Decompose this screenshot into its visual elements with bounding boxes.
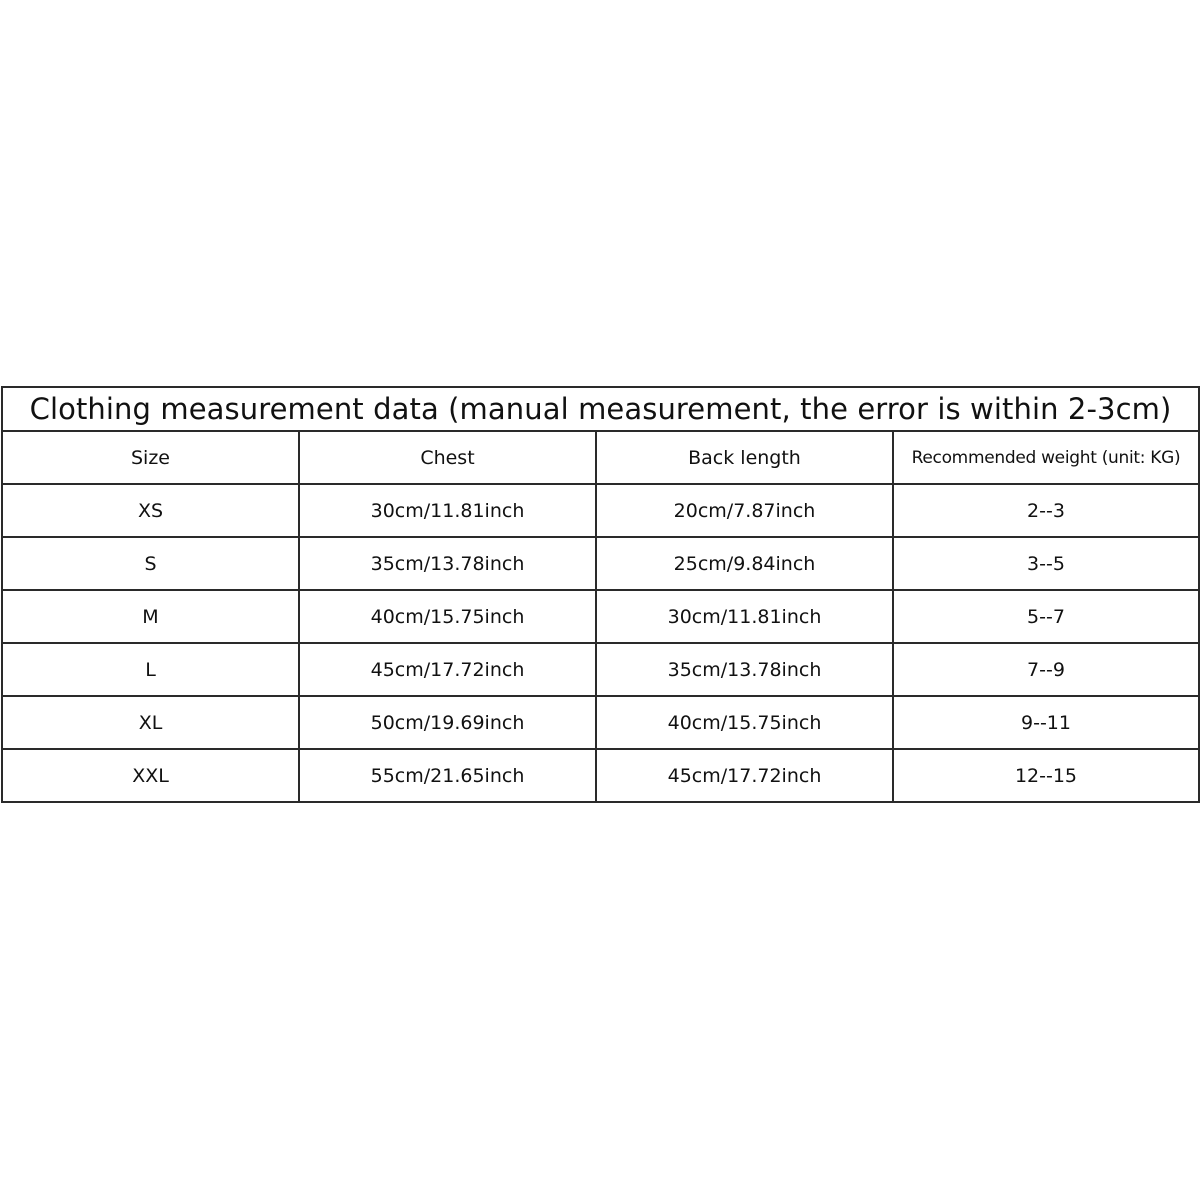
- cell-weight: 3--5: [893, 537, 1199, 590]
- cell-back-length: 20cm/7.87inch: [596, 484, 893, 537]
- cell-chest: 30cm/11.81inch: [299, 484, 596, 537]
- cell-weight: 7--9: [893, 643, 1199, 696]
- column-header-back-length: Back length: [596, 431, 893, 484]
- table-row: [2, 696, 1199, 749]
- cell-weight: 9--11: [893, 696, 1199, 749]
- table-row: [2, 590, 1199, 643]
- cell-back-length: 35cm/13.78inch: [596, 643, 893, 696]
- title-row: [2, 387, 1199, 431]
- table-row: [2, 643, 1199, 696]
- cell-chest: 45cm/17.72inch: [299, 643, 596, 696]
- cell-chest: 35cm/13.78inch: [299, 537, 596, 590]
- column-header-recommended-weight: Recommended weight (unit: KG): [893, 431, 1199, 484]
- cell-weight: 2--3: [893, 484, 1199, 537]
- header-row: [2, 431, 1199, 484]
- size-chart-table: [1, 386, 1200, 803]
- cell-back-length: 25cm/9.84inch: [596, 537, 893, 590]
- cell-back-length: 45cm/17.72inch: [596, 749, 893, 802]
- cell-chest: 50cm/19.69inch: [299, 696, 596, 749]
- cell-weight: 5--7: [893, 590, 1199, 643]
- cell-size: XXL: [2, 749, 299, 802]
- cell-weight: 12--15: [893, 749, 1199, 802]
- cell-back-length: 40cm/15.75inch: [596, 696, 893, 749]
- cell-size: L: [2, 643, 299, 696]
- cell-size: XS: [2, 484, 299, 537]
- cell-size: S: [2, 537, 299, 590]
- cell-chest: 40cm/15.75inch: [299, 590, 596, 643]
- column-header-size: Size: [2, 431, 299, 484]
- table-row: [2, 484, 1199, 537]
- table-body: [2, 484, 1199, 802]
- cell-size: M: [2, 590, 299, 643]
- cell-back-length: 30cm/11.81inch: [596, 590, 893, 643]
- table-row: [2, 537, 1199, 590]
- table-row: [2, 749, 1199, 802]
- cell-chest: 55cm/21.65inch: [299, 749, 596, 802]
- cell-size: XL: [2, 696, 299, 749]
- column-header-chest: Chest: [299, 431, 596, 484]
- table-title: Clothing measurement data (manual measurement, the error is within 2-3cm): [2, 387, 1199, 431]
